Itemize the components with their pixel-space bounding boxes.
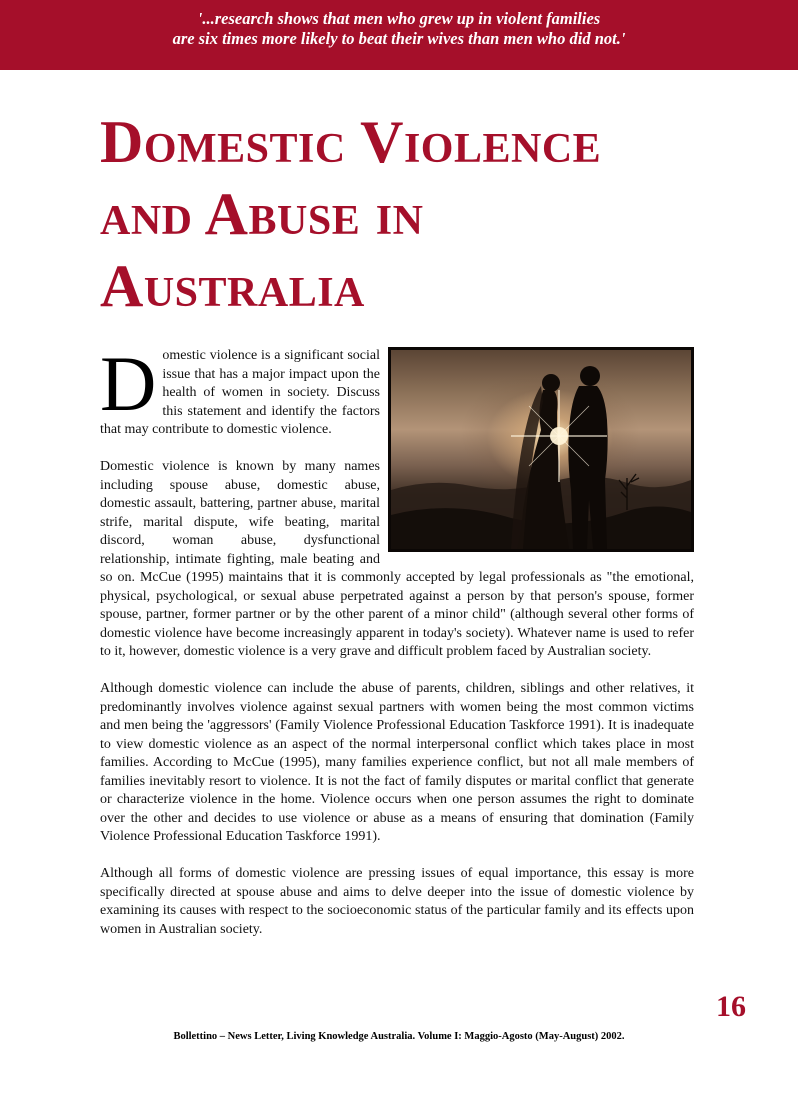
wedding-couple-photo (388, 347, 694, 552)
title-line-2: and Abuse in (100, 181, 424, 247)
title-line-3: Australia (100, 253, 365, 319)
banner-quote-line-1: '...research shows that men who grew up in violent families (197, 9, 601, 28)
article-body (100, 340, 694, 958)
paragraph-2: Domestic violence is known by many names including spouse abuse, domestic abuse, domestic assault, battering, partner abuse, marital strife, marital dispute, wife beating, marital discord, woman abuse, dysfunctional relationship, intimate fighting, male beating and so on. McCue (1995) maintains that it is commonly accepted by legal professionals as "the emotional, physical, psychological, or sexual abuse perpetrated against a person by that person's spouse, former spouse, partner, former partner or by the other parent of a minor child" (although several other forms of domestic violence have become increasingly apparent in today's society). Whatever name is used to refer to it, however, domestic violence is a very grave and difficult problem faced by Australian society. (100, 459, 694, 659)
footer-citation: Bollettino – News Letter, Living Knowledge Australia. Volume I: Maggio-Agosto (May-August) 2002. (173, 1031, 625, 1042)
silhouette-illustration (391, 350, 691, 549)
title-line-1: Domestic Violence (100, 109, 602, 175)
paragraph-4: Although all forms of domestic violence are pressing issues of equal importance, this essay is more specifically directed at spouse abuse and aims to delve deeper into the issue of domestic violence by examining its causes with respect to the socioeconomic status of the particular family and its effects upon women in Australian society. (100, 866, 694, 937)
article-title (100, 106, 740, 322)
page-number: 16 (716, 990, 746, 1023)
drop-cap: D (100, 340, 157, 427)
banner-quote-line-2: are six times more likely to beat their wives than men who did not.' (172, 29, 626, 48)
quote-banner (0, 0, 798, 70)
paragraph-1-text: omestic violence is a significant social issue that has a major impact upon the health of women in society. Discuss this statement and identify the factors that may contribute to domestic violence. (100, 348, 380, 437)
paragraph-3: Although domestic violence can include the abuse of parents, children, siblings and other relatives, it predominantly involves violence against sexual partners with women being the most common victims and men being the 'aggressors' (Family Violence Professional Education Taskforce 1991). It is inadequate to view domestic violence as an aspect of the normal interpersonal conflict which takes place in most families. According to McCue (1995), many families experience conflict, but not all male members of families inevitably resort to violence. It is not the fact of family disputes or marital conflict that generate or characterize violence in the home. Violence occurs when one person assumes the right to dominate over the other and decides to use violence or abuse as a means of ensuring that domination (Family Violence Professional Education Taskforce 1991). (100, 681, 694, 844)
